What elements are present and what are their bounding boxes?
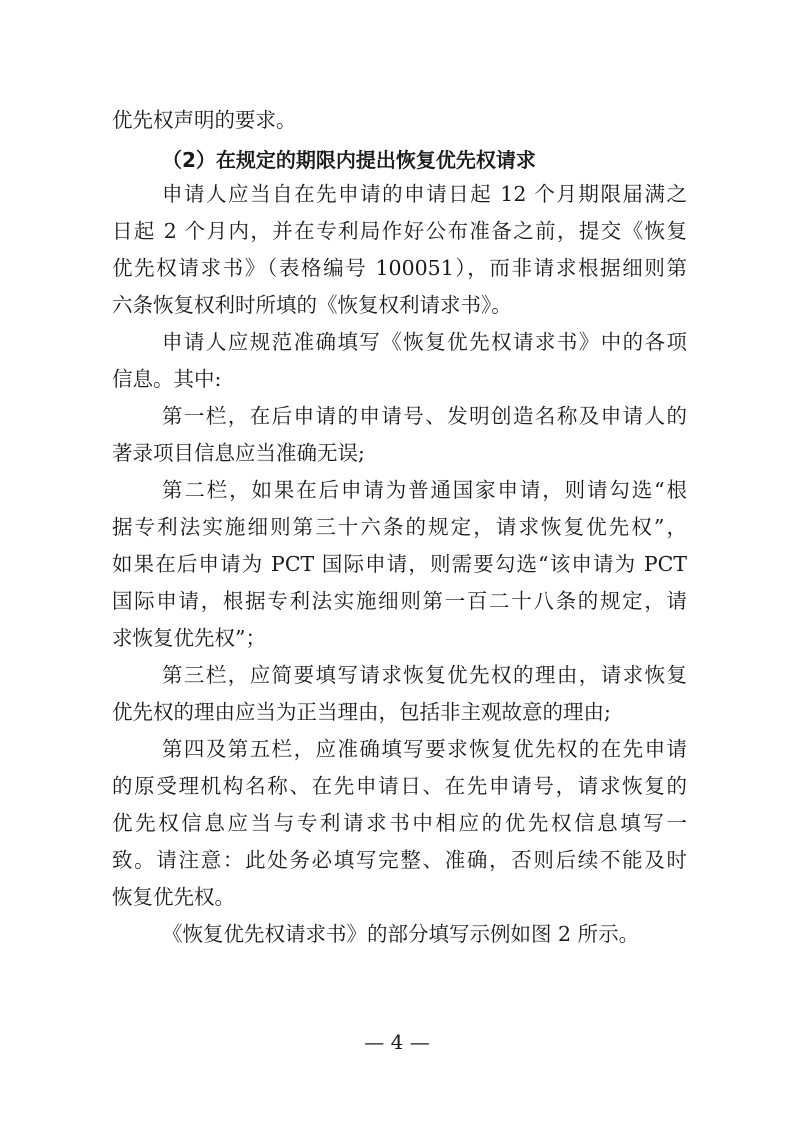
text-line: 《恢复优先权请求书》的部分填写示例如图 2 所示。 bbox=[162, 922, 640, 946]
text-line: 信息。其中: bbox=[112, 367, 222, 391]
text-line: 优先权请求书》（表格编号 100051），而非请求根据细则第 bbox=[112, 256, 687, 280]
text-line: 著录项目信息应当准确无误; bbox=[112, 441, 365, 465]
text-line: 六条恢复权利时所填的《恢复权利请求书》。 bbox=[112, 293, 512, 317]
text-line: 申请人应规范准确填写《恢复优先权请求书》中的各项 bbox=[162, 330, 687, 354]
text-line: 的原受理机构名称、在先申请日、在先申请号，请求恢复的 bbox=[112, 774, 687, 798]
text-line: 第三栏，应简要填写请求恢复优先权的理由，请求恢复 bbox=[162, 663, 687, 687]
text-line: 恢复优先权。 bbox=[112, 885, 235, 909]
text-line: 优先权声明的要求。 bbox=[112, 108, 297, 132]
text-line: 第二栏，如果在后申请为普通国家申请，则请勾选“根 bbox=[162, 478, 687, 502]
text-line: 第四及第五栏，应准确填写要求恢复优先权的在先申请 bbox=[162, 737, 687, 761]
text-line: 求恢复优先权”； bbox=[112, 626, 266, 650]
text-line: 如果在后申请为 PCT 国际申请，则需要勾选“该申请为 PCT bbox=[112, 552, 687, 576]
text-line: 第一栏，在后申请的申请号、发明创造名称及申请人的 bbox=[162, 404, 687, 428]
text-line: 据专利法实施细则第三十六条的规定，请求恢复优先权”， bbox=[112, 515, 687, 539]
text-line: 优先权的理由应当为正当理由，包括非主观故意的理由; bbox=[112, 700, 611, 724]
text-line: 致。请注意：此处务必填写完整、准确，否则后续不能及时 bbox=[112, 848, 687, 872]
text-line: 日起 2 个月内，并在专利局作好公布准备之前，提交《恢复 bbox=[112, 219, 687, 243]
text-line: 国际申请，根据专利法实施细则第一百二十八条的规定，请 bbox=[112, 589, 687, 613]
text-line: 申请人应当自在先申请的申请日起 12 个月期限届满之 bbox=[162, 182, 687, 206]
text-line: 优先权信息应当与专利请求书中相应的优先权信息填写一 bbox=[112, 811, 687, 835]
page-number: — 4 — bbox=[364, 1030, 430, 1054]
section-heading: （2）在规定的期限内提出恢复优先权请求 bbox=[162, 148, 536, 172]
